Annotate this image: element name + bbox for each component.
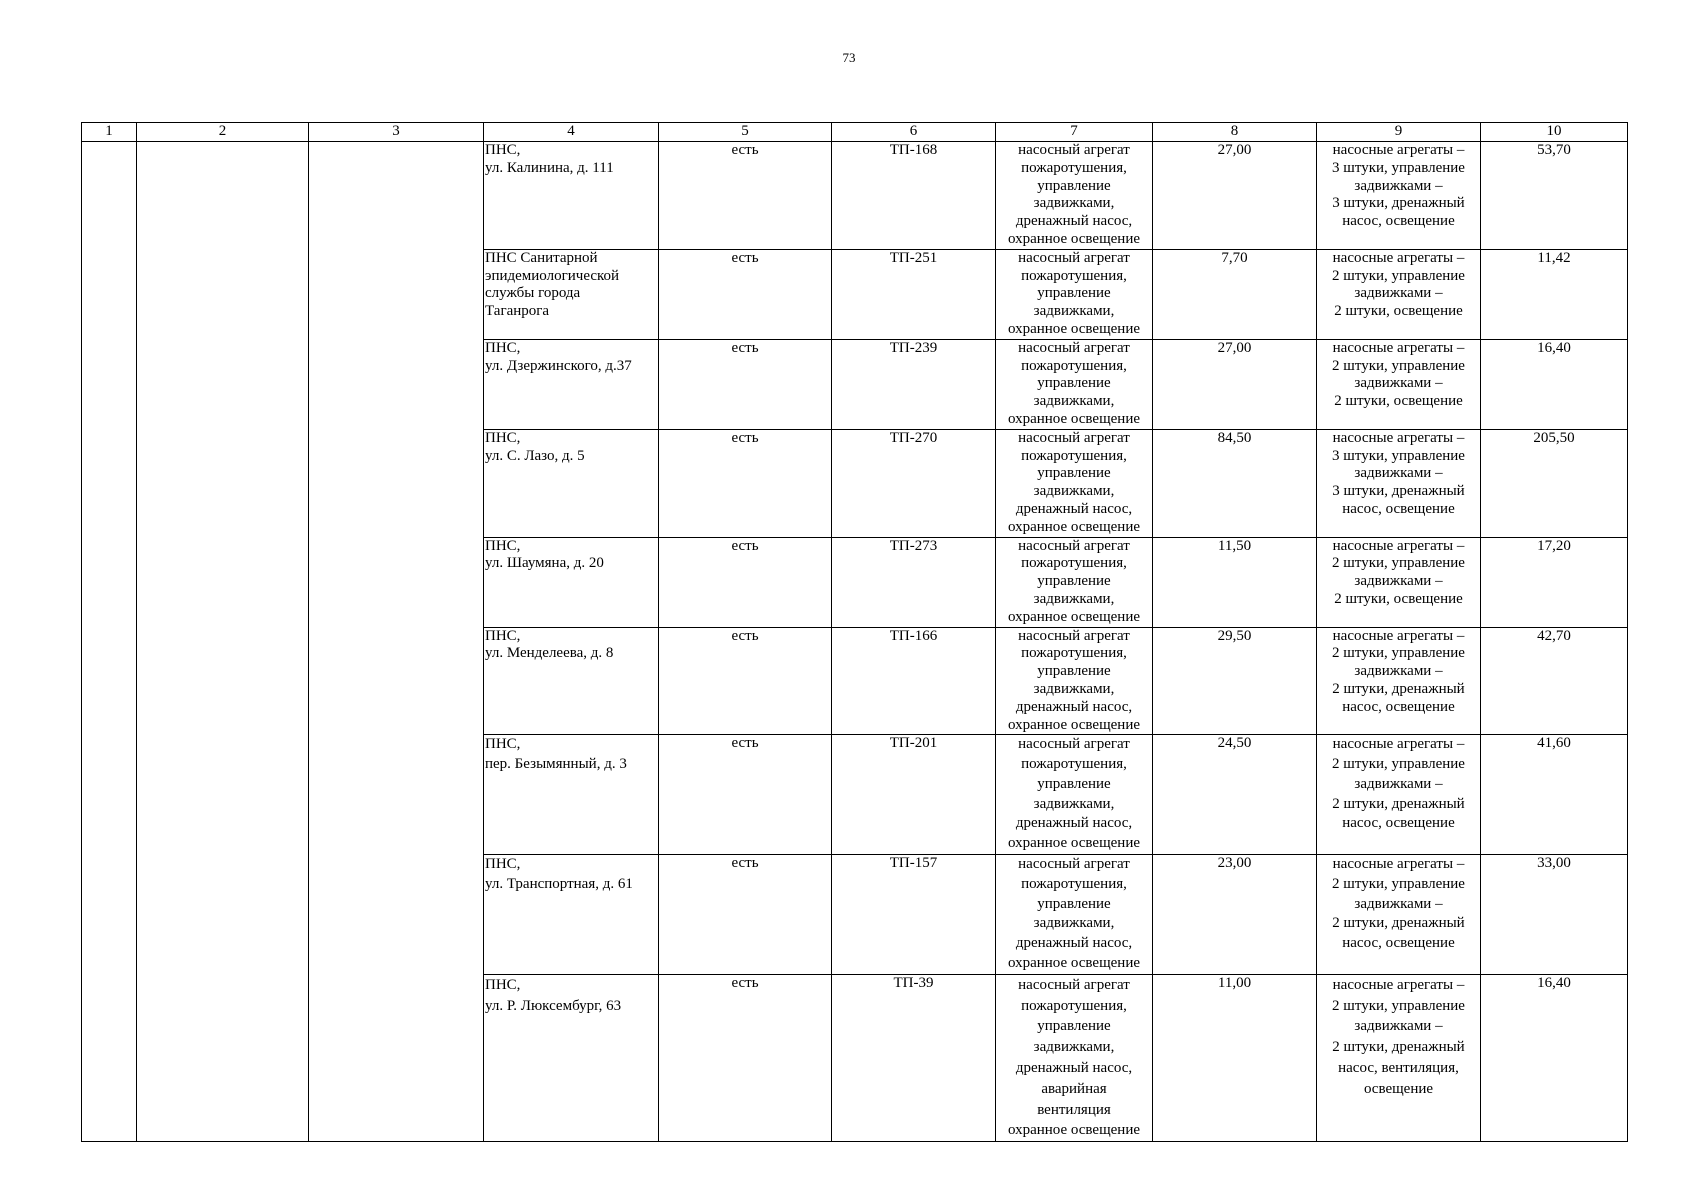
equipment: насосный агрегат пожаротушения, управление задвижками, дренажный насос, охранное освещение: [996, 855, 1153, 975]
cell-col-3-empty: [309, 142, 484, 1142]
power-value: 11,00: [1153, 974, 1317, 1141]
cell-col-1-empty: [82, 142, 137, 1142]
consumers: насосные агрегаты – 3 штуки, управление задвижками – 3 штуки, дренажный насос, освещение: [1317, 429, 1481, 537]
column-header-1: 1: [82, 123, 137, 142]
availability: есть: [659, 249, 832, 339]
equipment: насосный агрегат пожаротушения, управление задвижками, дренажный насос, охранное освещение: [996, 627, 1153, 735]
total-value: 11,42: [1481, 249, 1628, 339]
consumers: насосные агрегаты – 3 штуки, управление задвижками – 3 штуки, дренажный насос, освещение: [1317, 142, 1481, 250]
availability: есть: [659, 429, 832, 537]
station-name: ПНС, ул. Менделеева, д. 8: [484, 627, 659, 735]
table-row: [82, 142, 1628, 250]
power-value: 29,50: [1153, 627, 1317, 735]
equipment: насосный агрегат пожаротушения, управление задвижками, дренажный насос, охранное освещение: [996, 735, 1153, 855]
consumers: насосные агрегаты – 2 штуки, управление задвижками – 2 штуки, дренажный насос, освещение: [1317, 855, 1481, 975]
consumers: насосные агрегаты – 2 штуки, управление задвижками – 2 штуки, дренажный насос, освещение: [1317, 735, 1481, 855]
substation: ТП-273: [832, 537, 996, 627]
power-value: 27,00: [1153, 142, 1317, 250]
availability: есть: [659, 627, 832, 735]
cell-col-2-empty: [137, 142, 309, 1142]
column-header-4: 4: [484, 123, 659, 142]
page-number: 73: [842, 50, 856, 65]
equipment: насосный агрегат пожаротушения, управление задвижками, дренажный насос, охранное освещение: [996, 429, 1153, 537]
column-header-7: 7: [996, 123, 1153, 142]
power-value: 24,50: [1153, 735, 1317, 855]
substation: ТП-39: [832, 974, 996, 1141]
total-value: 17,20: [1481, 537, 1628, 627]
station-name: ПНС, пер. Безымянный, д. 3: [484, 735, 659, 855]
column-header-3: 3: [309, 123, 484, 142]
power-value: 23,00: [1153, 855, 1317, 975]
station-name: ПНС, ул. Шаумяна, д. 20: [484, 537, 659, 627]
station-name: ПНС Санитарной эпидемиологической службы города Таганрога: [484, 249, 659, 339]
substation: ТП-251: [832, 249, 996, 339]
total-value: 41,60: [1481, 735, 1628, 855]
consumers: насосные агрегаты – 2 штуки, управление задвижками – 2 штуки, дренажный насос, вентиляция, освещение: [1317, 974, 1481, 1141]
column-header-2: 2: [137, 123, 309, 142]
station-name: ПНС, ул. Транспортная, д. 61: [484, 855, 659, 975]
station-name: ПНС, ул. Дзержинского, д.37: [484, 339, 659, 429]
total-value: 16,40: [1481, 339, 1628, 429]
consumers: насосные агрегаты – 2 штуки, управление задвижками – 2 штуки, освещение: [1317, 339, 1481, 429]
availability: есть: [659, 974, 832, 1141]
column-header-9: 9: [1317, 123, 1481, 142]
availability: есть: [659, 537, 832, 627]
station-name: ПНС, ул. Р. Люксембург, 63: [484, 974, 659, 1141]
substation: ТП-168: [832, 142, 996, 250]
column-header-8: 8: [1153, 123, 1317, 142]
availability: есть: [659, 855, 832, 975]
consumers: насосные агрегаты – 2 штуки, управление задвижками – 2 штуки, дренажный насос, освещение: [1317, 627, 1481, 735]
column-header-5: 5: [659, 123, 832, 142]
total-value: 53,70: [1481, 142, 1628, 250]
substation: ТП-270: [832, 429, 996, 537]
consumers: насосные агрегаты – 2 штуки, управление задвижками – 2 штуки, освещение: [1317, 537, 1481, 627]
power-value: 7,70: [1153, 249, 1317, 339]
total-value: 42,70: [1481, 627, 1628, 735]
equipment: насосный агрегат пожаротушения, управление задвижками, охранное освещение: [996, 249, 1153, 339]
header-row: [82, 123, 1628, 142]
total-value: 205,50: [1481, 429, 1628, 537]
power-value: 27,00: [1153, 339, 1317, 429]
column-header-6: 6: [832, 123, 996, 142]
equipment: насосный агрегат пожаротушения, управление задвижками, охранное освещение: [996, 339, 1153, 429]
power-value: 84,50: [1153, 429, 1317, 537]
substation: ТП-201: [832, 735, 996, 855]
station-name: ПНС, ул. Калинина, д. 111: [484, 142, 659, 250]
column-header-10: 10: [1481, 123, 1628, 142]
substation: ТП-239: [832, 339, 996, 429]
equipment: насосный агрегат пожаротушения, управление задвижками, дренажный насос, охранное освещение: [996, 142, 1153, 250]
consumers: насосные агрегаты – 2 штуки, управление задвижками – 2 штуки, освещение: [1317, 249, 1481, 339]
equipment: насосный агрегат пожаротушения, управление задвижками, дренажный насос, аварийная вентиляция охранное освещение: [996, 974, 1153, 1141]
substation: ТП-157: [832, 855, 996, 975]
equipment: насосный агрегат пожаротушения, управление задвижками, охранное освещение: [996, 537, 1153, 627]
substation: ТП-166: [832, 627, 996, 735]
total-value: 33,00: [1481, 855, 1628, 975]
power-value: 11,50: [1153, 537, 1317, 627]
availability: есть: [659, 142, 832, 250]
availability: есть: [659, 735, 832, 855]
total-value: 16,40: [1481, 974, 1628, 1141]
station-name: ПНС, ул. С. Лазо, д. 5: [484, 429, 659, 537]
availability: есть: [659, 339, 832, 429]
data-table: [81, 122, 1628, 1142]
